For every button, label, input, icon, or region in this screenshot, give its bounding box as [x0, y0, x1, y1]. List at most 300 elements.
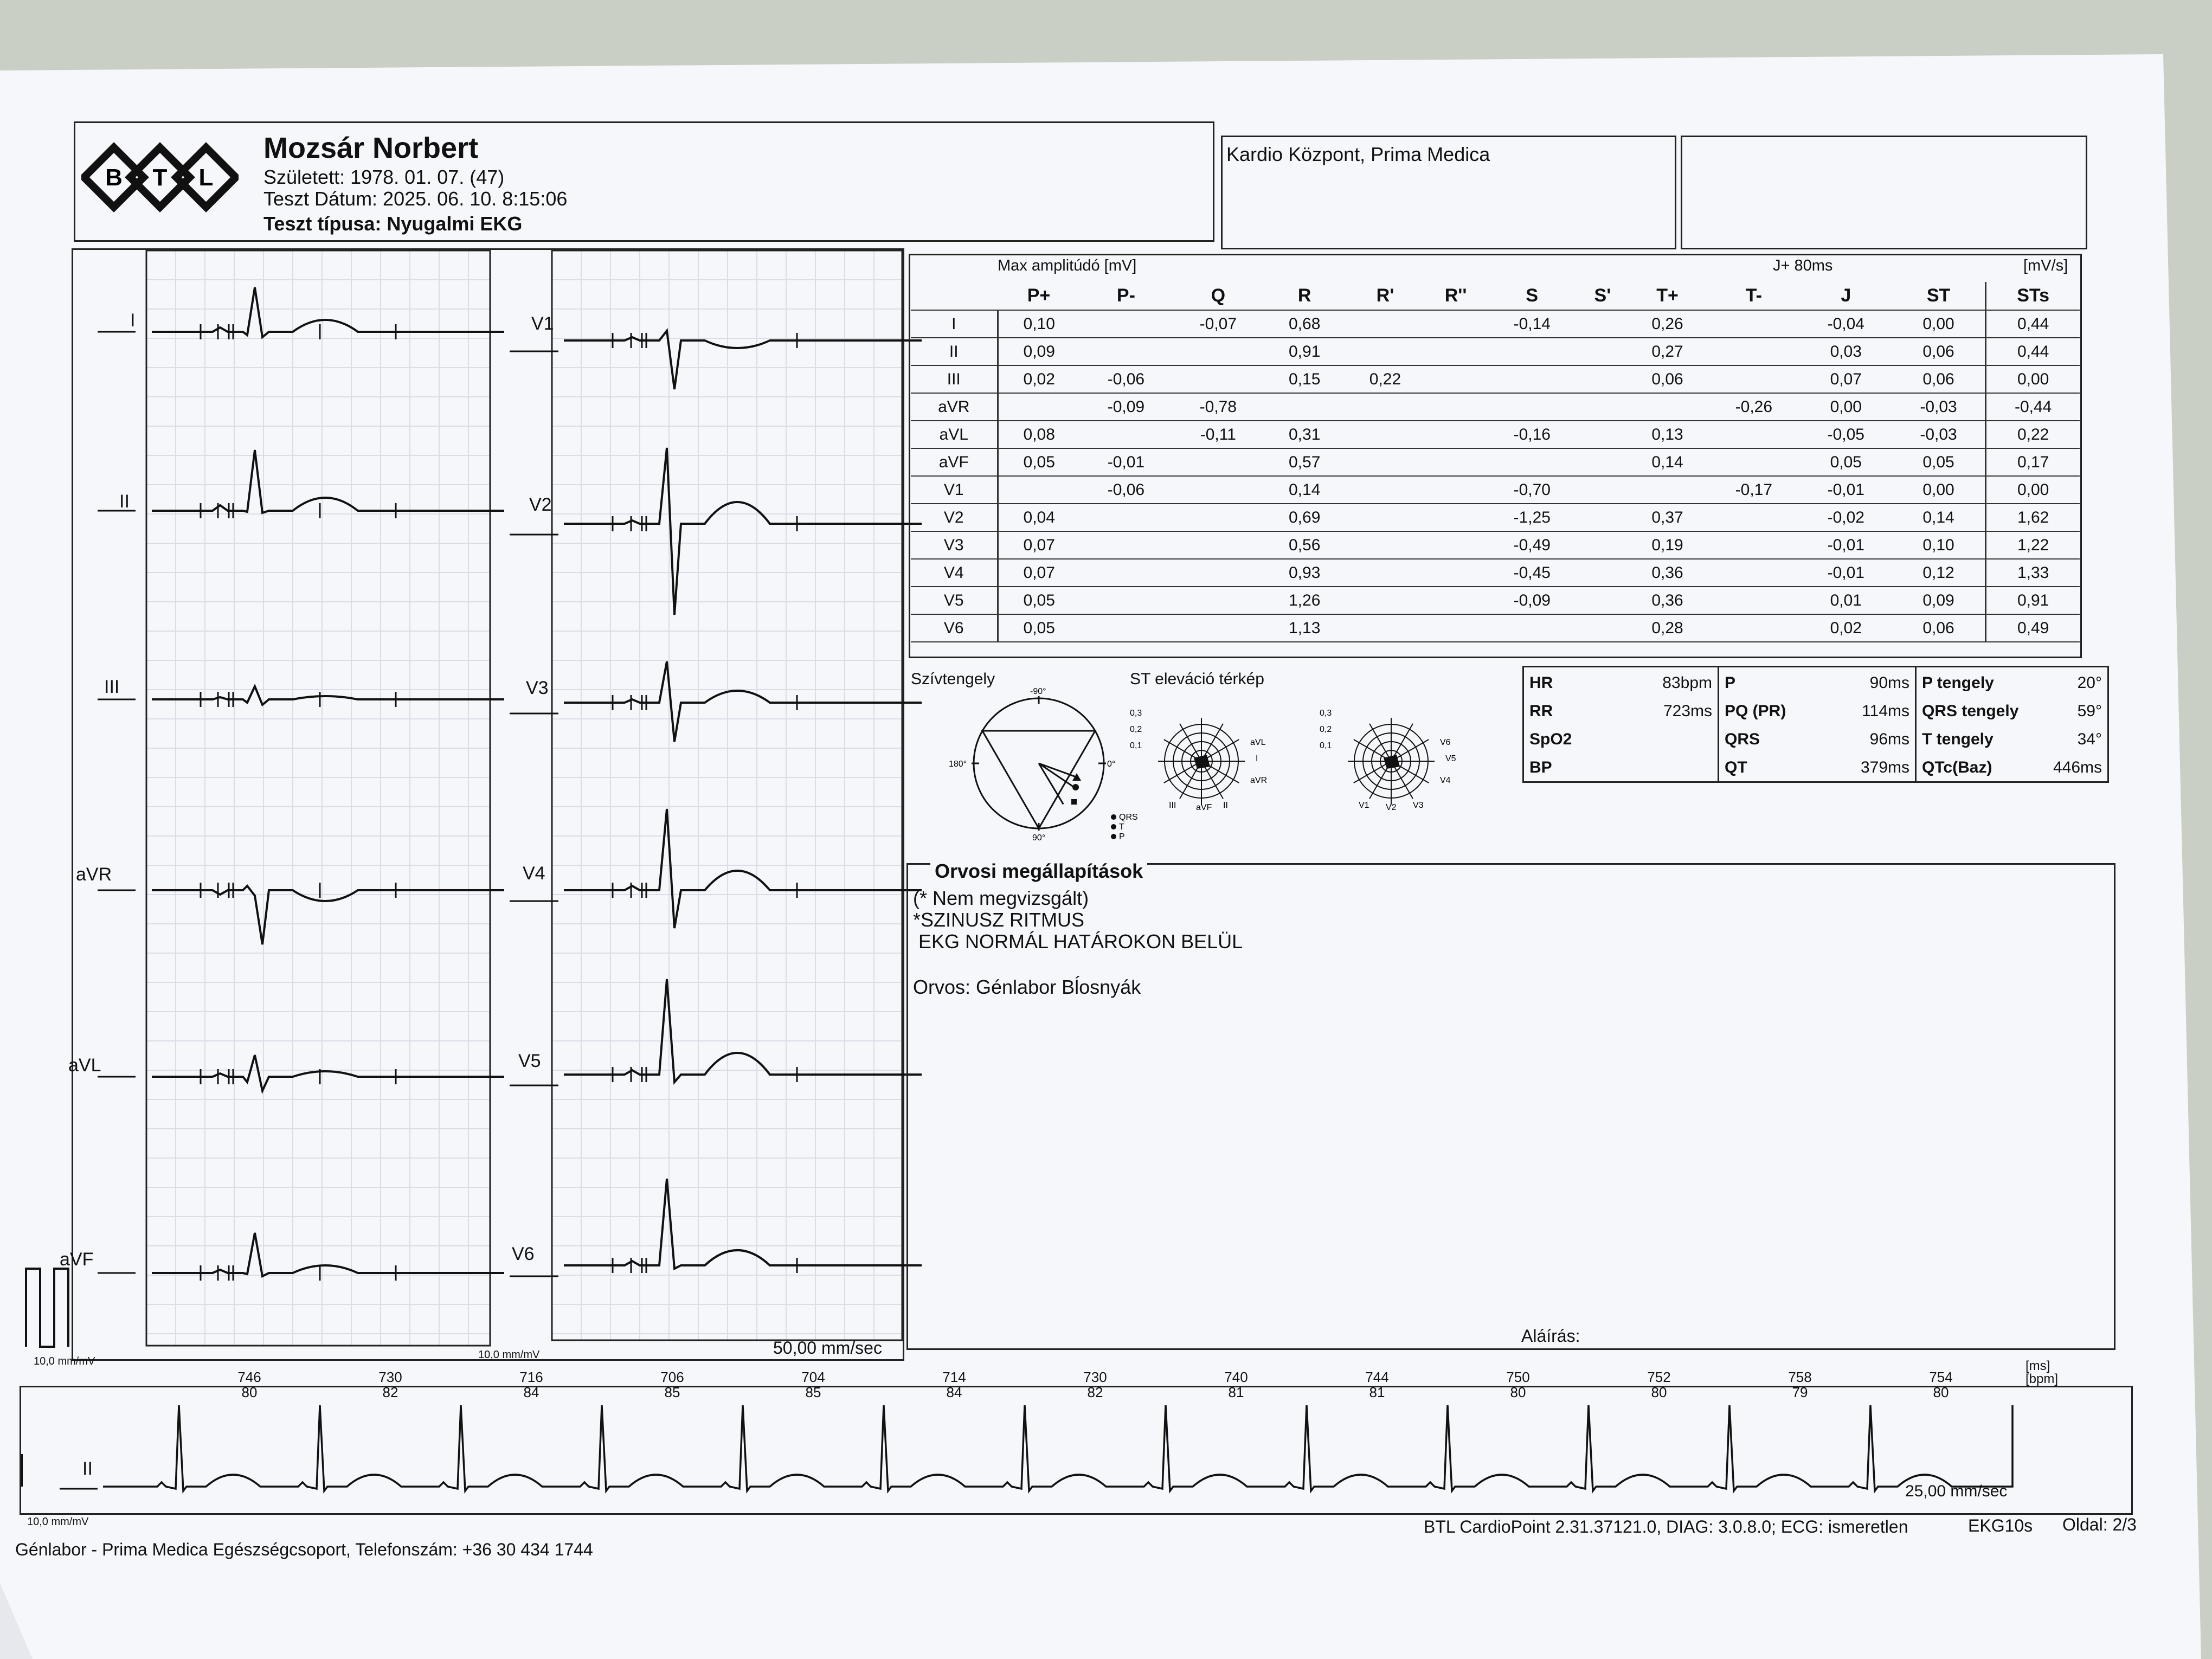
chest-st-map-label-V2: V2: [1386, 803, 1397, 812]
svg-text:L: L: [198, 164, 214, 191]
table-cell: 0,09: [1892, 587, 1986, 614]
vitals-label: QRS tengely: [1922, 702, 2019, 720]
table-cell: [1578, 421, 1627, 448]
table-cell-lead: aVF: [911, 448, 998, 476]
table-header-S: S: [1486, 282, 1578, 310]
rr-label: [1643, 1369, 1675, 1400]
table-cell: 0,57: [1264, 448, 1345, 476]
rr-label: [374, 1369, 407, 1400]
rr-bpm: 80: [1933, 1384, 1949, 1400]
table-header-J: J: [1800, 282, 1892, 310]
chest-st-map-label-V1: V1: [1359, 801, 1369, 810]
lead-label-V3: V3: [526, 678, 549, 698]
table-cell: 0,56: [1264, 531, 1345, 559]
table-cell: [1172, 338, 1264, 365]
table-cell: [998, 476, 1080, 504]
limb-st-map-st-area: [1194, 755, 1210, 769]
lead-label-V1: V1: [531, 313, 554, 334]
rr-label: [1361, 1369, 1393, 1400]
table-cell: 1,13: [1264, 614, 1345, 642]
table-group-j80: J+ 80ms: [1773, 257, 1833, 274]
table-cell-lead: aVL: [911, 421, 998, 448]
table-cell: [1345, 614, 1426, 642]
axis-label-left: 180°: [949, 760, 967, 769]
table-cell: 1,26: [1264, 587, 1345, 614]
axis-title: Szívtengely: [911, 670, 995, 688]
table-cell: 0,14: [1627, 448, 1708, 476]
table-cell: [1080, 559, 1172, 587]
table-cell: [1172, 365, 1264, 393]
table-cell: [1425, 504, 1486, 531]
chest-st-map-scale: 0,1: [1320, 741, 1332, 750]
table-cell: -0,01: [1080, 448, 1172, 476]
table-cell: 0,17: [1986, 448, 2080, 476]
btl-logo: [81, 142, 239, 223]
rr-ms: 730: [1083, 1369, 1107, 1385]
table-cell: -0,09: [1080, 393, 1172, 421]
table-cell: [1425, 559, 1486, 587]
rhythm-lead-label: II: [82, 1458, 93, 1479]
legend-label-P: P: [1119, 832, 1125, 841]
vitals-label: T tengely: [1922, 730, 1994, 748]
table-cell: [1578, 504, 1627, 531]
rhythm-strip-frame: [20, 1386, 2133, 1515]
chest-st-map-label-V4: V4: [1440, 776, 1451, 785]
table-cell: 0,22: [1345, 365, 1426, 393]
table-cell: [1708, 421, 1800, 448]
limb-st-map-label-aVR: aVR: [1250, 776, 1268, 785]
table-row: [911, 393, 2080, 421]
svg-text:B: B: [105, 164, 123, 191]
table-cell: 0,14: [1264, 476, 1345, 504]
axis-and-st-maps: [909, 666, 1505, 861]
table-cell-lead: aVR: [911, 393, 998, 421]
table-header-Rxx: R'': [1425, 282, 1486, 310]
table-cell: [1425, 310, 1486, 338]
vitals-row: [1917, 726, 2107, 753]
vitals-row: [1917, 754, 2107, 781]
vitals-label: QRS: [1725, 730, 1760, 748]
axis-label-right: 0°: [1107, 760, 1116, 769]
table-cell: [1578, 476, 1627, 504]
table-cell: -0,07: [1172, 310, 1264, 338]
patient-birthdate: Született: 1978. 01. 07. (47): [263, 166, 505, 188]
rr-label: [938, 1369, 970, 1400]
rr-ms: 752: [1647, 1369, 1671, 1385]
table-row: [911, 559, 2080, 587]
doctor-name: Orvos: Génlabor Bĺosnyák: [913, 976, 1141, 998]
table-cell: [1627, 476, 1708, 504]
rr-bpm: 85: [664, 1384, 680, 1400]
legend-marker: [1111, 824, 1116, 829]
vitals-value: 96ms: [1869, 730, 1909, 748]
table-cell: 0,93: [1264, 559, 1345, 587]
table-cell: -1,25: [1486, 504, 1578, 531]
table-header-Tx: T-: [1708, 282, 1800, 310]
table-cell: [1080, 504, 1172, 531]
table-cell: 0,00: [1986, 476, 2080, 504]
rr-bpm: 81: [1369, 1384, 1385, 1400]
rr-bpm: 79: [1792, 1384, 1808, 1400]
table-cell: [1425, 531, 1486, 559]
table-cell: 0,15: [1264, 365, 1345, 393]
vitals-value: 379ms: [1860, 758, 1909, 776]
rr-label: [797, 1369, 829, 1400]
limb-st-map-label-III: III: [1169, 801, 1176, 810]
patient-name: Mozsár Norbert: [263, 132, 479, 164]
table-cell: [1486, 448, 1578, 476]
table-cell: 1,33: [1986, 559, 2080, 587]
findings-line-1: (* Nem megvizsgált): [913, 887, 1089, 909]
table-header-STs: STs: [1986, 282, 2080, 310]
legend-label-T: T: [1119, 822, 1124, 832]
table-cell: [1345, 476, 1426, 504]
rr-bpm: 80: [1510, 1384, 1526, 1400]
table-cell: [1578, 338, 1627, 365]
table-cell: 0,36: [1627, 587, 1708, 614]
rr-label: [1079, 1369, 1111, 1400]
vitals-row: [1719, 670, 1915, 697]
table-cell: [1708, 531, 1800, 559]
blank-header-box: [1681, 136, 2087, 249]
legend-label-QRS: QRS: [1119, 813, 1138, 822]
table-cell: 0,06: [1892, 365, 1986, 393]
patient-header-box: [74, 121, 1214, 242]
table-cell: [1425, 421, 1486, 448]
vitals-row: [1524, 754, 1718, 781]
rr-label: [1502, 1369, 1534, 1400]
rr-ms: 754: [1929, 1369, 1953, 1385]
rhythm-speed: 25,00 mm/sec: [1905, 1482, 2008, 1500]
table-cell: 0,19: [1627, 531, 1708, 559]
table-cell: 0,07: [998, 531, 1080, 559]
table-cell: 0,14: [1892, 504, 1986, 531]
table-cell: 0,03: [1800, 338, 1892, 365]
test-type: Teszt típusa: Nyugalmi EKG: [263, 213, 523, 235]
table-header-Sx: S': [1578, 282, 1627, 310]
table-cell: [1425, 338, 1486, 365]
table-cell: [1080, 531, 1172, 559]
table-header-Tx: T+: [1627, 282, 1708, 310]
table-cell: [1578, 614, 1627, 642]
chest-st-map-st-area: [1384, 755, 1400, 769]
table-cell: [1080, 614, 1172, 642]
table-cell: [1345, 504, 1426, 531]
table-cell: -0,09: [1486, 587, 1578, 614]
table-cell-lead: V5: [911, 587, 998, 614]
table-cell: [1080, 421, 1172, 448]
table-cell: 0,49: [1986, 614, 2080, 642]
rr-ms: 744: [1365, 1369, 1389, 1385]
table-row: [911, 338, 2080, 365]
table-cell: -0,16: [1486, 421, 1578, 448]
rr-ms: 716: [519, 1369, 543, 1385]
table-cell: 0,06: [1892, 614, 1986, 642]
table-cell: 0,00: [1892, 476, 1986, 504]
lead-label-V5: V5: [518, 1051, 541, 1071]
vitals-row: [1917, 670, 2107, 697]
paper-speed: 50,00 mm/sec: [773, 1338, 882, 1358]
table-cell: [1172, 587, 1264, 614]
table-cell: -0,44: [1986, 393, 2080, 421]
table-cell: -0,01: [1800, 476, 1892, 504]
table-cell: [1425, 476, 1486, 504]
table-cell: 0,28: [1627, 614, 1708, 642]
table-cell-lead: V4: [911, 559, 998, 587]
table-cell: [1345, 393, 1426, 421]
table-header-Px: P+: [998, 282, 1080, 310]
table-cell: [1486, 393, 1578, 421]
table-header-Q: Q: [1172, 282, 1264, 310]
table-cell: 1,62: [1986, 504, 2080, 531]
rr-bpm: 84: [523, 1384, 539, 1400]
table-cell: -0,78: [1172, 393, 1264, 421]
table-cell: 0,31: [1264, 421, 1345, 448]
table-row: [911, 504, 2080, 531]
lead-label-III: III: [104, 677, 120, 697]
table-cell: -0,17: [1708, 476, 1800, 504]
rr-ms: 730: [378, 1369, 402, 1385]
lead-label-V4: V4: [523, 863, 545, 884]
table-cell: [1627, 393, 1708, 421]
table-cell: [1425, 448, 1486, 476]
table-cell: 1,22: [1986, 531, 2080, 559]
lead-label-V2: V2: [529, 494, 552, 515]
table-cell: 0,27: [1627, 338, 1708, 365]
table-cell: [1708, 559, 1800, 587]
table-cell-lead: II: [911, 338, 998, 365]
table-cell: 0,05: [998, 614, 1080, 642]
table-cell: [1172, 476, 1264, 504]
st-map-title: ST eleváció térkép: [1130, 670, 1264, 688]
lead-label-aVR: aVR: [76, 864, 112, 885]
table-cell: 0,02: [1800, 614, 1892, 642]
interval-summary-box: [1522, 666, 2109, 783]
table-cell: -0,05: [1800, 421, 1892, 448]
table-cell: 0,68: [1264, 310, 1345, 338]
table-row: [911, 476, 2080, 504]
axis-label-top: -90°: [1030, 687, 1046, 696]
table-cell: -0,03: [1892, 393, 1986, 421]
qrs-axis-vector: [1039, 763, 1063, 804]
vitals-row: [1524, 670, 1718, 697]
limb-st-map-label-aVF: aVF: [1196, 803, 1212, 812]
vitals-label: HR: [1529, 674, 1553, 692]
table-cell: [1425, 587, 1486, 614]
table-cell: -0,06: [1080, 365, 1172, 393]
vitals-label: BP: [1529, 758, 1552, 776]
table-cell: -0,06: [1080, 476, 1172, 504]
table-cell: [1080, 587, 1172, 614]
vitals-value: 90ms: [1869, 674, 1909, 692]
report-code: EKG10s: [1968, 1516, 2033, 1535]
limb-st-map-scale: 0,3: [1130, 709, 1142, 718]
table-cell: 0,07: [1800, 365, 1892, 393]
table-cell: [1708, 448, 1800, 476]
table-cell: [1172, 504, 1264, 531]
vitals-label: RR: [1529, 702, 1553, 720]
legend-marker: [1111, 834, 1116, 839]
vitals-label: SpO2: [1529, 730, 1572, 748]
table-header-R: R: [1264, 282, 1345, 310]
rr-label: [233, 1369, 266, 1400]
table-cell: -0,49: [1486, 531, 1578, 559]
table-row: [911, 531, 2080, 559]
vitals-row: [1719, 698, 1915, 725]
rr-bpm: 84: [946, 1384, 962, 1400]
scale-mid: 10,0 mm/mV: [478, 1349, 540, 1361]
chest-st-map-label-V3: V3: [1413, 801, 1424, 810]
software-info: BTL CardioPoint 2.31.37121.0, DIAG: 3.0.8.0; ECG: ismeretlen: [1424, 1517, 1908, 1536]
chest-st-map-label-V5: V5: [1445, 754, 1456, 763]
vitals-column-intervals: [1719, 667, 1917, 781]
table-cell: -0,70: [1486, 476, 1578, 504]
rhythm-scale: 10,0 mm/mV: [27, 1516, 89, 1528]
vitals-value: 114ms: [1862, 702, 1909, 720]
table-row: [911, 587, 2080, 614]
table-cell: 0,05: [998, 587, 1080, 614]
rr-ms: 746: [237, 1369, 261, 1385]
table-cell: [1172, 531, 1264, 559]
table-cell: 0,05: [1892, 448, 1986, 476]
axis-label-bottom: 90°: [1032, 833, 1046, 843]
test-date: Teszt Dátum: 2025. 06. 10. 8:15:06: [263, 188, 568, 210]
rr-label: [1220, 1369, 1252, 1400]
page-number: Oldal: 2/3: [2062, 1515, 2137, 1534]
qrs-marker: [1071, 799, 1077, 805]
table-cell: [998, 393, 1080, 421]
table-cell: -0,01: [1800, 531, 1892, 559]
table-cell: 0,08: [998, 421, 1080, 448]
table-group-unit: [mV/s]: [2023, 257, 2068, 274]
t-marker: [1072, 784, 1079, 790]
table-cell: 0,06: [1627, 365, 1708, 393]
table-row: [911, 421, 2080, 448]
table-cell: [1345, 421, 1426, 448]
limb-st-map-label-I: I: [1256, 754, 1258, 763]
rr-label: [1784, 1369, 1816, 1400]
table-cell: 0,22: [1986, 421, 2080, 448]
table-cell: [1345, 448, 1426, 476]
lead-label-V6: V6: [512, 1244, 535, 1264]
findings-line-2: *SZINUSZ RITMUS: [913, 909, 1085, 931]
table-cell: [1578, 559, 1627, 587]
vitals-value: 723ms: [1663, 702, 1712, 720]
vitals-value: 34°: [2077, 730, 2102, 748]
vitals-label: QTc(Baz): [1922, 758, 1992, 776]
table-row: [911, 310, 2080, 338]
table-cell: -0,03: [1892, 421, 1986, 448]
table-cell: [1345, 587, 1426, 614]
table-cell: [1425, 365, 1486, 393]
rr-ms: 704: [801, 1369, 825, 1385]
table-cell: -0,02: [1800, 504, 1892, 531]
rr-ms: 714: [942, 1369, 966, 1385]
table-cell: [1708, 587, 1800, 614]
table-row: [911, 365, 2080, 393]
table-cell-lead: V6: [911, 614, 998, 642]
table-cell: -0,01: [1800, 559, 1892, 587]
legend-marker: [1111, 814, 1116, 820]
table-cell: 0,13: [1627, 421, 1708, 448]
table-cell: -0,11: [1172, 421, 1264, 448]
table-cell: 0,00: [1892, 310, 1986, 338]
scale-left: 10,0 mm/mV: [34, 1355, 95, 1367]
chest-st-map-label-V6: V6: [1440, 738, 1451, 747]
table-cell: 0,05: [998, 448, 1080, 476]
table-cell: [1080, 310, 1172, 338]
table-cell: [1345, 338, 1426, 365]
table-cell: 0,26: [1627, 310, 1708, 338]
rr-ms: 706: [660, 1369, 684, 1385]
table-cell: [1425, 614, 1486, 642]
lead-label-I: I: [130, 310, 136, 331]
table-cell: [1172, 448, 1264, 476]
table-cell: 0,10: [1892, 531, 1986, 559]
table-cell: 0,36: [1627, 559, 1708, 587]
lead-label-aVF: aVF: [60, 1249, 94, 1270]
table-cell: 0,10: [998, 310, 1080, 338]
table-cell: [1578, 393, 1627, 421]
table-cell: [1708, 365, 1800, 393]
table-cell: [1578, 365, 1627, 393]
table-cell: -0,45: [1486, 559, 1578, 587]
vitals-value: 446ms: [2053, 758, 2102, 776]
table-cell-lead: V2: [911, 504, 998, 531]
table-cell: 0,37: [1627, 504, 1708, 531]
table-header-Rx: R': [1345, 282, 1426, 310]
table-cell: [1345, 531, 1426, 559]
table-cell: -0,14: [1486, 310, 1578, 338]
table-cell: [1708, 310, 1800, 338]
measurement-table: [911, 282, 2080, 642]
table-header-Px: P-: [1080, 282, 1172, 310]
table-cell: [1708, 614, 1800, 642]
vitals-column-axes: [1917, 667, 2107, 781]
chest-st-map-scale: 0,2: [1320, 725, 1332, 734]
rr-ms: 740: [1224, 1369, 1248, 1385]
table-cell: 0,00: [1800, 393, 1892, 421]
table-group-amplitude: Max amplitúdó [mV]: [998, 257, 1137, 274]
table-cell: 0,12: [1892, 559, 1986, 587]
table-cell: [1425, 393, 1486, 421]
vitals-row: [1524, 698, 1718, 725]
table-cell: [1578, 448, 1627, 476]
lead-label-II: II: [119, 491, 130, 512]
limb-st-map-scale: 0,1: [1130, 741, 1142, 750]
twelve-lead-frame: [72, 248, 904, 1361]
rr-bpm: 85: [805, 1384, 821, 1400]
rhythm-unit: [ms] [bpm]: [2025, 1359, 2059, 1386]
table-cell: 0,02: [998, 365, 1080, 393]
vitals-row: [1917, 698, 2107, 725]
table-header-ST: ST: [1892, 282, 1986, 310]
svg-text:T: T: [152, 164, 168, 191]
lead-label-aVL: aVL: [68, 1055, 101, 1076]
vitals-value: 83bpm: [1662, 674, 1712, 692]
limb-st-map-label-aVL: aVL: [1250, 738, 1266, 747]
table-cell: [1578, 587, 1627, 614]
vitals-value: 59°: [2077, 702, 2102, 720]
vitals-label: P: [1725, 674, 1736, 692]
vitals-row: [1524, 726, 1718, 753]
vitals-label: PQ (PR): [1725, 702, 1786, 720]
table-cell: 0,69: [1264, 504, 1345, 531]
table-cell: [1486, 338, 1578, 365]
vitals-column-rates: [1524, 667, 1719, 781]
chest-st-map-scale: 0,3: [1320, 709, 1332, 718]
table-cell: [1708, 504, 1800, 531]
